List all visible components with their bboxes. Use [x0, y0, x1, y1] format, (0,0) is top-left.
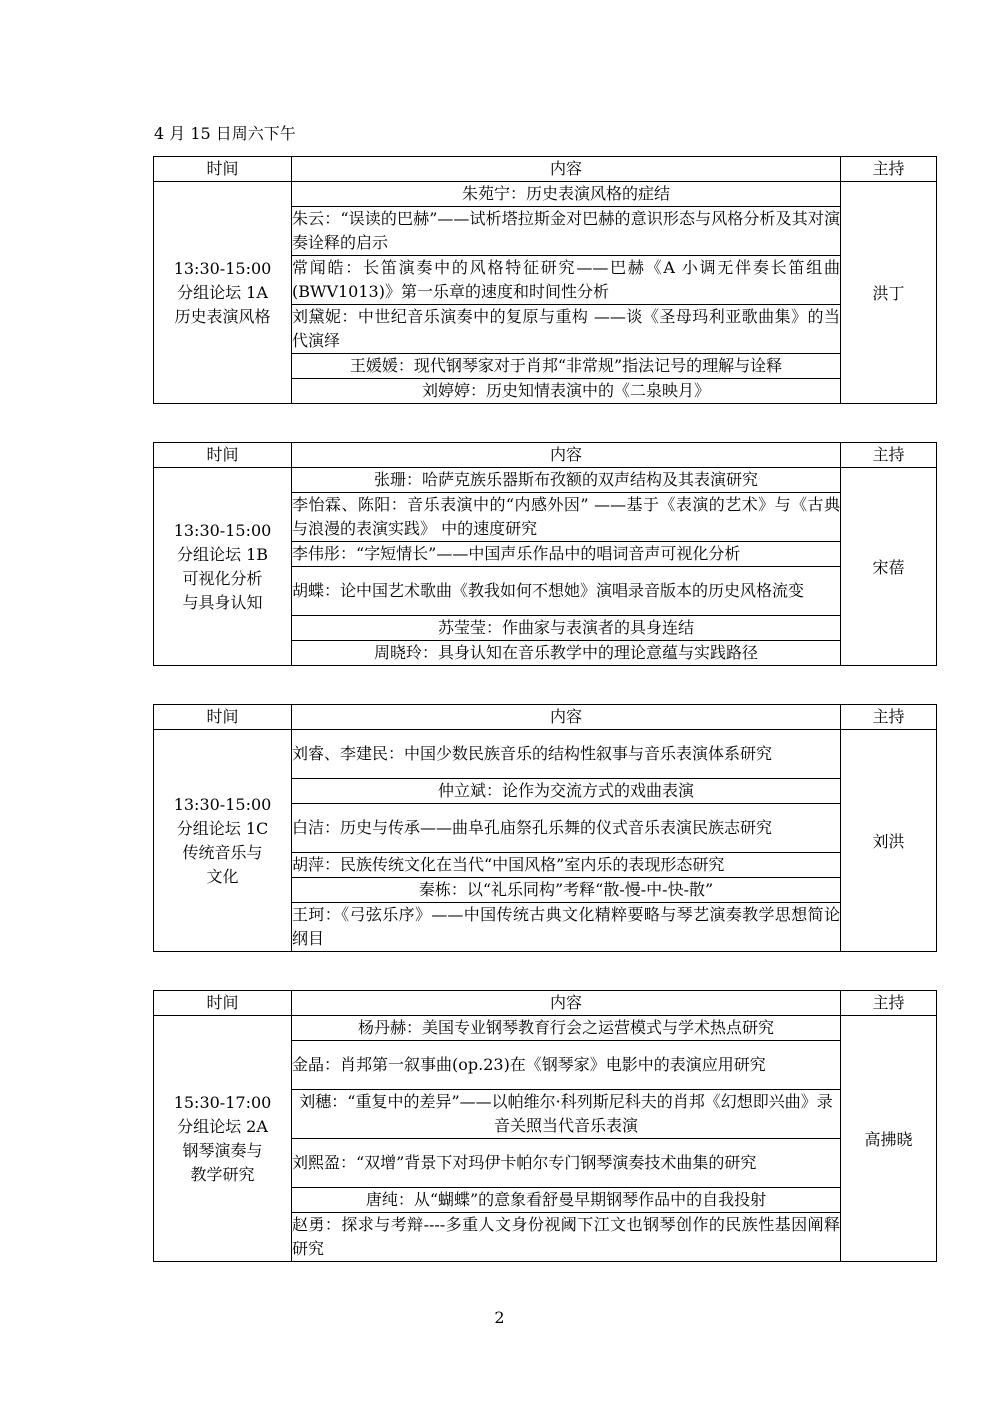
session-topic: 与具身认知 — [182, 592, 263, 612]
header-host: 主持 — [841, 991, 937, 1016]
talk-entry: 周晓玲：具身认知在音乐教学中的理论意蕴与实践路径 — [292, 641, 841, 666]
session-time: 15:30-17:00 — [173, 1092, 272, 1112]
session-topic: 传统音乐与 — [182, 842, 263, 862]
talk-entry: 李怡霖、陈阳：音乐表演中的“内感外因” ——基于《表演的艺术》与《古典与浪漫的表演实践》 中的速度研究 — [292, 493, 841, 542]
header-time: 时间 — [154, 991, 292, 1016]
session-time: 13:30-15:00 — [173, 520, 272, 540]
header-host: 主持 — [841, 157, 937, 182]
session-host: 宋蓓 — [841, 468, 937, 666]
page-number: 2 — [494, 1308, 505, 1327]
talk-entry: 仲立斌：论作为交流方式的戏曲表演 — [292, 779, 841, 804]
talk-entry: 唐纯：从“蝴蝶”的意象看舒曼早期钢琴作品中的自我投射 — [292, 1188, 841, 1213]
talk-entry: 刘黛妮：中世纪音乐演奏中的复原与重构 ——谈《圣母玛利亚歌曲集》的当代演绎 — [292, 305, 841, 354]
talk-entry: 王珂：《弓弦乐序》——中国传统古典文化精粹要略与琴艺演奏教学思想简论纲目 — [292, 903, 841, 952]
header-host: 主持 — [841, 443, 937, 468]
session-forum: 分组论坛 1A — [177, 282, 268, 302]
talk-entry: 朱云：“误读的巴赫”——试析塔拉斯金对巴赫的意识形态与风格分析及其对演奏诠释的启示 — [292, 207, 841, 256]
header-content: 内容 — [292, 443, 841, 468]
talk-entry: 秦栋：以“礼乐同构”考释“散-慢-中-快-散” — [292, 878, 841, 903]
header-time: 时间 — [154, 705, 292, 730]
talk-entry: 刘穗：“重复中的差异”——以帕维尔·科列斯尼科夫的肖邦《幻想即兴曲》录音关照当代音乐表演 — [292, 1090, 841, 1139]
table-header-row — [154, 991, 937, 1016]
talk-entry: 赵勇：探求与考辩----多重人文身份视阈下江文也钢琴创作的民族性基因阐释研究 — [292, 1213, 841, 1262]
schedule-table-1a — [153, 156, 937, 404]
talk-entry: 胡蝶：论中国艺术歌曲《教我如何不想她》演唱录音版本的历史风格流变 — [292, 567, 841, 616]
table-row — [154, 468, 937, 493]
schedule-table-2a — [153, 990, 937, 1262]
talk-entry: 刘熙盈：“双增”背景下对玛伊卡帕尔专门钢琴演奏技术曲集的研究 — [292, 1139, 841, 1188]
header-content: 内容 — [292, 705, 841, 730]
session-topic: 历史表演风格 — [174, 306, 271, 326]
talk-entry: 刘睿、李建民：中国少数民族音乐的结构性叙事与音乐表演体系研究 — [292, 730, 841, 779]
session-time-cell — [154, 468, 292, 666]
session-topic: 文化 — [206, 866, 239, 886]
session-topic: 可视化分析 — [182, 568, 263, 588]
session-time-cell — [154, 1016, 292, 1262]
session-topic: 钢琴演奏与 — [182, 1140, 263, 1160]
table-header-row — [154, 157, 937, 182]
talk-entry: 王媛媛：现代钢琴家对于肖邦“非常规”指法记号的理解与诠释 — [292, 354, 841, 379]
talk-entry: 常闻皓：长笛演奏中的风格特征研究——巴赫《A 小调无伴奏长笛组曲(BWV1013)》第一乐章的速度和时间性分析 — [292, 256, 841, 305]
header-time: 时间 — [154, 443, 292, 468]
talk-entry: 金晶：肖邦第一叙事曲(op.23)在《钢琴家》电影中的表演应用研究 — [292, 1041, 841, 1090]
header-time: 时间 — [154, 157, 292, 182]
session-topic: 教学研究 — [190, 1164, 255, 1184]
talk-entry: 朱苑宁：历史表演风格的症结 — [292, 182, 841, 207]
talk-entry: 白洁：历史与传承——曲阜孔庙祭孔乐舞的仪式音乐表演民族志研究 — [292, 804, 841, 853]
table-row — [154, 182, 937, 207]
session-host: 高拂晓 — [841, 1016, 937, 1262]
talk-entry: 胡萍：民族传统文化在当代“中国风格”室内乐的表现形态研究 — [292, 853, 841, 878]
session-forum: 分组论坛 1C — [176, 818, 269, 838]
talk-entry: 杨丹赫：美国专业钢琴教育行会之运营模式与学术热点研究 — [292, 1016, 841, 1041]
header-content: 内容 — [292, 157, 841, 182]
schedule-table-1b — [153, 442, 937, 666]
session-time: 13:30-15:00 — [173, 258, 272, 278]
table-header-row — [154, 705, 937, 730]
talk-entry: 苏莹莹：作曲家与表演者的具身连结 — [292, 616, 841, 641]
header-host: 主持 — [841, 705, 937, 730]
table-row — [154, 730, 937, 779]
session-forum: 分组论坛 1B — [176, 544, 269, 564]
session-time: 13:30-15:00 — [173, 794, 272, 814]
table-row — [154, 1016, 937, 1041]
session-forum: 分组论坛 2A — [177, 1116, 268, 1136]
table-header-row — [154, 443, 937, 468]
talk-entry: 李伟彤：“字短情长”——中国声乐作品中的唱词音声可视化分析 — [292, 542, 841, 567]
session-host: 洪丁 — [841, 182, 937, 404]
header-content: 内容 — [292, 991, 841, 1016]
date-heading: 4 月 15 日周六下午 — [154, 124, 296, 143]
talk-entry: 刘婷婷：历史知情表演中的《二泉映月》 — [292, 379, 841, 404]
talk-entry: 张珊：哈萨克族乐器斯布孜额的双声结构及其表演研究 — [292, 468, 841, 493]
session-time-cell — [154, 182, 292, 404]
schedule-table-1c — [153, 704, 937, 952]
session-host: 刘洪 — [841, 730, 937, 952]
session-time-cell — [154, 730, 292, 952]
